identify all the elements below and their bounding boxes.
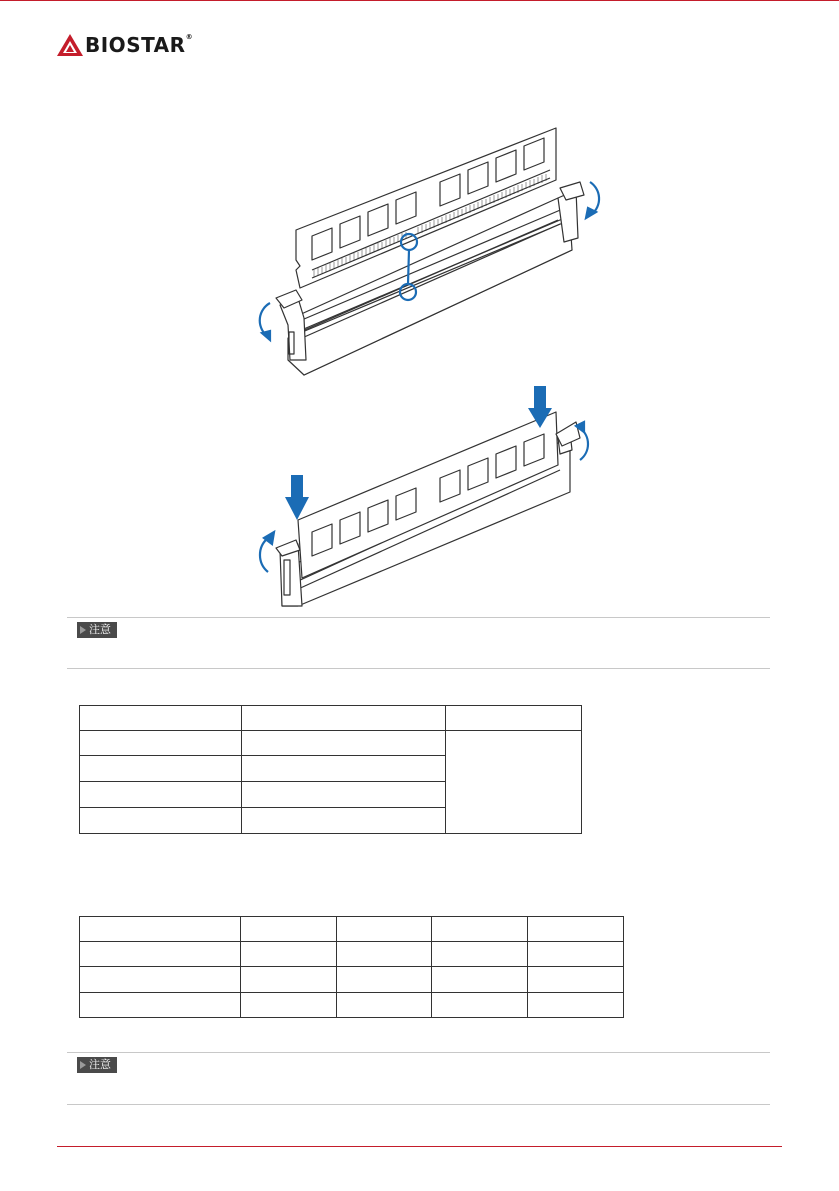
table-cell: [242, 731, 446, 756]
table-cell: [241, 917, 337, 942]
table-cell: [80, 917, 241, 942]
table-cell: [432, 993, 528, 1018]
table-row: [80, 917, 624, 942]
table-cell: [80, 706, 242, 731]
memory-population-table: [79, 916, 624, 1018]
table-cell: [242, 782, 446, 808]
note-box: [67, 617, 770, 669]
table-cell: [80, 808, 242, 834]
table-cell: [241, 967, 337, 993]
table-cell: [242, 808, 446, 834]
table-cell: [432, 917, 528, 942]
table-cell: [337, 993, 432, 1018]
table-cell: [80, 993, 241, 1018]
table-cell: [337, 967, 432, 993]
note-tag: 注意: [77, 622, 117, 638]
table-cell: [528, 917, 624, 942]
table-cell: [432, 942, 528, 967]
table-cell: [337, 917, 432, 942]
table-cell: [528, 942, 624, 967]
table-cell: [446, 731, 582, 834]
table-cell: [80, 731, 242, 756]
table-cell: [528, 967, 624, 993]
table-row: [80, 706, 582, 731]
dimm-installation-illustration: [240, 120, 610, 610]
memory-config-table: [79, 705, 582, 834]
header-rule: [0, 0, 839, 1]
table-row: [80, 942, 624, 967]
table-cell: [241, 993, 337, 1018]
table-row: [80, 993, 624, 1018]
table-cell: [528, 993, 624, 1018]
table-cell: [337, 942, 432, 967]
table-cell: [446, 706, 582, 731]
table-cell: [241, 942, 337, 967]
table-cell: [242, 706, 446, 731]
brand-name: BIOSTAR®: [85, 33, 194, 57]
biostar-logo: [57, 30, 193, 60]
table-cell: [80, 756, 242, 782]
note-tag: 注意: [77, 1057, 117, 1073]
note-box: [67, 1052, 770, 1105]
table-cell: [80, 942, 241, 967]
table-cell: [80, 967, 241, 993]
table-cell: [242, 756, 446, 782]
table-row: [80, 731, 582, 756]
table-cell: [432, 967, 528, 993]
table-cell: [80, 782, 242, 808]
biostar-logo-icon: [57, 34, 83, 56]
footer-rule: [57, 1146, 782, 1147]
table-row: [80, 967, 624, 993]
